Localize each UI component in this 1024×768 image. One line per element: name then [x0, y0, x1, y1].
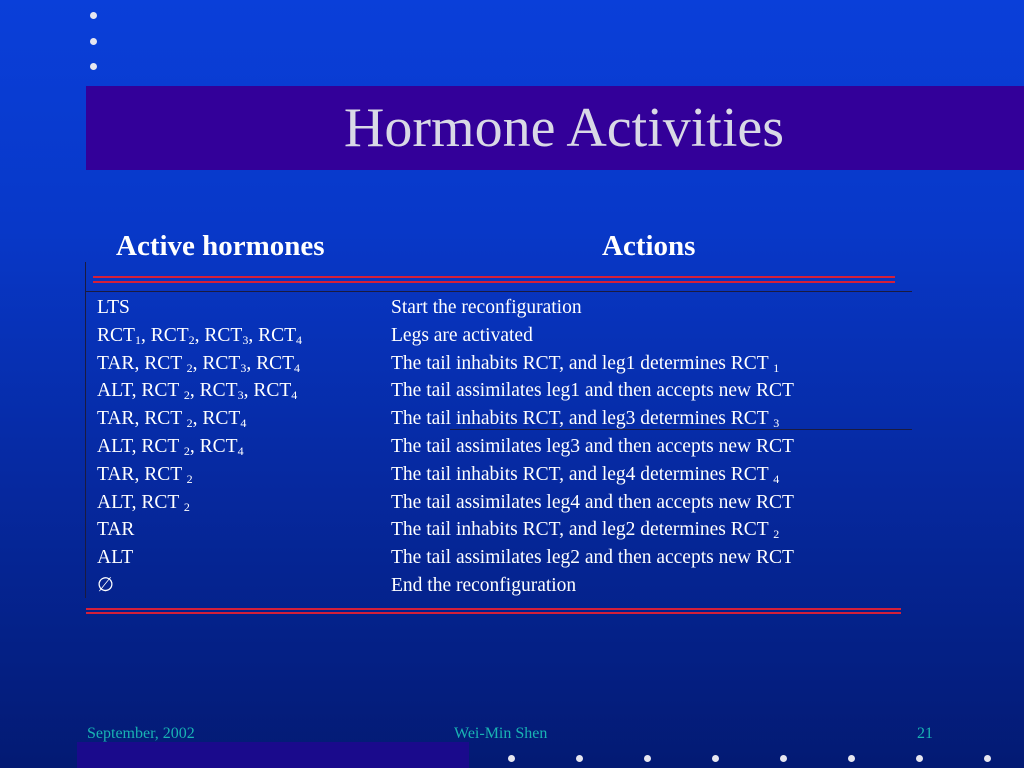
decor-dot — [712, 755, 719, 762]
decor-dot — [848, 755, 855, 762]
slide-title: Hormone Activities — [343, 97, 785, 159]
subscript: 2 — [183, 443, 190, 458]
table-row — [97, 322, 794, 350]
action-cell: The tail assimilates leg2 and then accepts new RCT — [391, 547, 794, 569]
hormone-cell: $RCT_1$, $RCT_2$, $RCT_3$, $RCT_4$ — [97, 324, 302, 347]
action-cell: The tail assimilates leg1 and then accepts new RCT — [391, 380, 794, 402]
hormone-cell: TAR, RCT $_2$, $RCT_3$, $RCT_4$ — [97, 352, 301, 375]
subscript: 2 — [183, 499, 190, 514]
footer-rule — [86, 608, 901, 610]
table-row — [97, 489, 794, 517]
hormone-cell: ALT, RCT $_2$, $RCT_3$, $RCT_4$ — [97, 380, 298, 403]
subscript: 2 — [183, 388, 190, 403]
action-cell: The tail inhabits RCT, and leg3 determines RCT $_3$ — [391, 408, 780, 431]
table-row — [97, 405, 794, 433]
subscript: 4 — [294, 360, 301, 375]
hormone-cell: TAR, RCT $_2$, $RCT_4$ — [97, 408, 247, 431]
decor-dot — [916, 755, 923, 762]
subscript: 3 — [773, 416, 780, 431]
hormone-table — [97, 294, 794, 600]
decor-dot — [576, 755, 583, 762]
table-row — [97, 461, 794, 489]
header-rule — [93, 276, 895, 278]
hormone-cell: ALT, RCT $_2$, $RCT_4$ — [97, 435, 244, 458]
table-row — [97, 516, 794, 544]
decor-dot — [644, 755, 651, 762]
footer-bar — [77, 742, 469, 768]
action-cell: The tail assimilates leg3 and then accepts new RCT — [391, 435, 794, 457]
hormone-cell: ALT — [97, 547, 134, 569]
decor-dot — [90, 63, 97, 70]
hormone-cell: ∅ — [97, 574, 114, 596]
column-header-hormones: Active hormones — [116, 230, 325, 262]
action-cell: The tail inhabits RCT, and leg4 determines RCT $_4$ — [391, 463, 780, 486]
action-cell: Legs are activated — [391, 324, 533, 346]
decor-dot — [508, 755, 515, 762]
subscript: 4 — [237, 443, 244, 458]
subscript: 2 — [186, 416, 193, 431]
title-bar — [86, 86, 1024, 170]
subscript: 4 — [296, 332, 302, 347]
action-cell: End the reconfiguration — [391, 574, 577, 596]
subscript: 2 — [773, 527, 780, 542]
hormone-cell: TAR, RCT $_2$ — [97, 463, 193, 486]
footer-page-number: 21 — [917, 725, 933, 742]
decor-dot — [90, 38, 97, 45]
decor-dot — [780, 755, 787, 762]
subscript: 2 — [186, 471, 193, 486]
subscript: 2 — [188, 332, 195, 347]
subscript: 3 — [240, 360, 247, 375]
header-rule — [93, 281, 895, 283]
table-row — [97, 572, 794, 600]
footer-rule — [86, 612, 901, 614]
decor-dot — [90, 12, 97, 19]
header-underline — [86, 291, 912, 292]
table-row — [97, 433, 794, 461]
hormone-cell: TAR — [97, 519, 135, 541]
table-row — [97, 544, 794, 572]
subscript: 4 — [291, 388, 298, 403]
action-cell: The tail assimilates leg4 and then accepts new RCT — [391, 491, 794, 513]
footer-date: September, 2002 — [87, 725, 195, 742]
action-cell: Start the reconfiguration — [391, 297, 582, 318]
table-row — [97, 294, 794, 322]
subscript: 4 — [773, 471, 780, 486]
table-row — [97, 350, 794, 378]
footer-author: Wei-Min Shen — [454, 725, 548, 742]
subscript: 1 — [134, 332, 141, 347]
decor-dot — [984, 755, 991, 762]
subscript: 1 — [773, 360, 780, 375]
table-row — [97, 377, 794, 405]
action-cell: The tail inhabits RCT, and leg1 determines RCT $_1$ — [391, 352, 780, 375]
table-left-border — [85, 262, 86, 598]
hormone-cell: LTS — [97, 297, 130, 318]
subscript: 3 — [237, 388, 244, 403]
column-header-actions: Actions — [602, 230, 696, 262]
hormone-cell: ALT, RCT $_2$ — [97, 491, 190, 514]
subscript: 4 — [240, 416, 247, 431]
subscript: 3 — [242, 332, 249, 347]
action-cell: The tail inhabits RCT, and leg2 determines RCT $_2$ — [391, 519, 780, 542]
subscript: 2 — [186, 360, 193, 375]
